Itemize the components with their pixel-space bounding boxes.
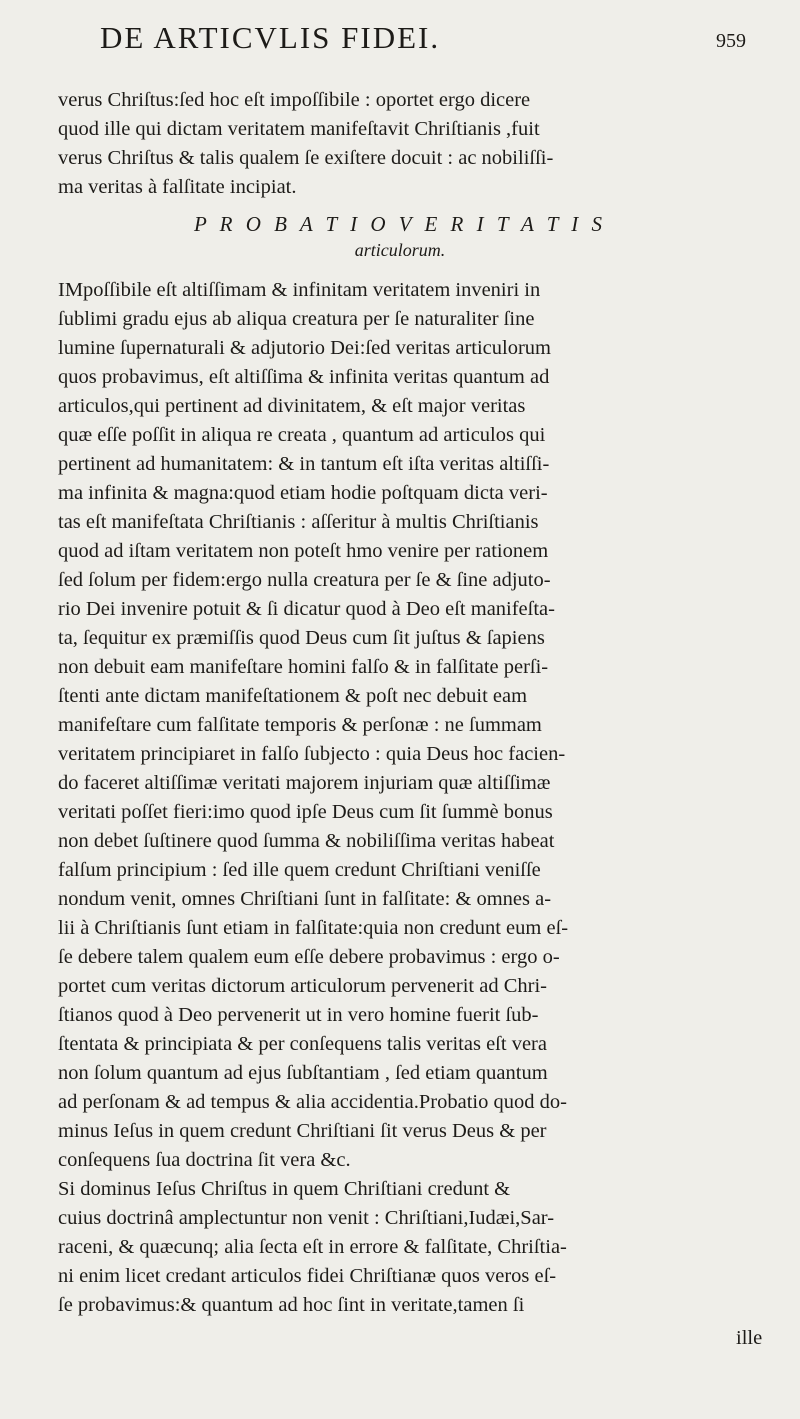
text-line: tas eſt manifeſtata Chriſtianis : aſſeritur à multis Chriſtianis [58, 511, 539, 533]
opening-paragraph [58, 86, 786, 202]
text-line: ſe probavimus:& quantum ad hoc ſint in veritate,tamen ſi [58, 1294, 525, 1316]
text-line: non debuit eam manifeſtare homini falſo & in falſitate perſi- [58, 656, 549, 678]
text-line: minus Ieſus in quem credunt Chriſtiani ſit verus Deus & per [58, 1120, 547, 1142]
section-subtitle: articulorum. [354, 240, 446, 260]
text-line: ma infinita & magna:quod etiam hodie poſtquam dicta veri- [58, 482, 548, 504]
text-line: rio Dei invenire potuit & ſi dicatur quod à Deo eſt manifeſta- [58, 598, 555, 620]
text-line: pertinent ad humanitatem: & in tantum eſt iſta veritas altiſſi- [58, 453, 550, 475]
running-header [0, 18, 800, 58]
text-line: veritati poſſet fieri:imo quod ipſe Deus cum ſit ſummè bonus [58, 801, 553, 823]
text-line: non debet ſuſtinere quod ſumma & nobiliſſima veritas habeat [58, 830, 555, 852]
text-line: cuius doctrinâ amplectuntur non venit : Chriſtiani,Iudæi,Sar- [58, 1207, 555, 1229]
text-line: ad perſonam & ad tempus & alia accidentia.Probatio quod do- [58, 1091, 567, 1113]
page-number: 959 [716, 30, 746, 52]
text-line: lii à Chriſtianis ſunt etiam in falſitate:quia non credunt eum eſ- [58, 917, 569, 939]
text-line: falſum principium : ſed ille quem credunt Chriſtiani veniſſe [58, 859, 541, 881]
text-line: raceni, & quæcunq; alia ſecta eſt in errore & falſitate, Chriſtia- [58, 1236, 567, 1258]
text-line: Si dominus Ieſus Chriſtus in quem Chriſtiani credunt & [58, 1178, 511, 1200]
catchword: ille [736, 1327, 763, 1349]
text-line: do faceret altiſſimæ veritati majorem injuriam quæ altiſſimæ [58, 772, 551, 794]
text-line: verus Chriſtus:ſed hoc eſt impoſſibile : oportet ergo dicere [58, 89, 531, 111]
text-line: ma veritas à falſitate incipiat. [58, 176, 297, 198]
text-line: conſequens ſua doctrina ſit vera &c. [58, 1149, 351, 1171]
text-line: lumine ſupernaturali & adjutorio Dei:ſed veritas articulorum [58, 337, 551, 359]
text-line: ta, ſequitur ex præmiſſis quod Deus cum ſit juſtus & ſapiens [58, 627, 545, 649]
text-line: ni enim licet credant articulos fidei Chriſtianæ quos veros eſ- [58, 1265, 557, 1287]
text-line: quod ille qui dictam veritatem manifeſtavit Chriſtianis ,fuit [58, 118, 540, 140]
text-line: ſtianos quod à Deo pervenerit ut in vero homine fuerit ſub- [58, 1004, 539, 1026]
running-title: DE ARTICVLIS FIDEI. [100, 20, 441, 55]
text-line: articulos,qui pertinent ad divinitatem, & eſt major veritas [58, 395, 526, 417]
section-title: P R O B A T I O V E R I T A T I S [193, 212, 607, 236]
text-line: ſtenti ante dictam manifeſtationem & poſt nec debuit eam [58, 685, 528, 707]
text-line: quos probavimus, eſt altiſſima & infinita veritas quantum ad [58, 366, 550, 388]
text-line: manifeſtare cum falſitate temporis & perſonæ : ne ſummam [58, 714, 542, 736]
text-line: ſe debere talem qualem eum eſſe debere probavimus : ergo o- [58, 946, 560, 968]
text-line: verus Chriſtus & talis qualem ſe exiſtere docuit : ac nobiliſſi- [58, 147, 554, 169]
text-line: quod ad iſtam veritatem non poteſt hmo venire per rationem [58, 540, 549, 562]
text-line: ſed ſolum per fidem:ergo nulla creatura per ſe & ſine adjuto- [58, 569, 551, 591]
text-line: quæ eſſe poſſit in aliqua re creata , quantum ad articulos qui [58, 424, 546, 446]
text-line: ſtentata & principiata & per conſequens talis veritas eſt vera [58, 1033, 547, 1055]
main-text [58, 276, 786, 1320]
text-line: nondum venit, omnes Chriſtiani ſunt in falſitate: & omnes a- [58, 888, 552, 910]
text-line: veritatem principiaret in falſo ſubjecto : quia Deus hoc facien- [58, 743, 566, 765]
text-line: IMpoſſibile eſt altiſſimam & infinitam veritatem inveniri in [58, 279, 541, 301]
text-line: portet cum veritas dictorum articulorum pervenerit ad Chri- [58, 975, 547, 997]
text-line: ſublimi gradu ejus ab aliqua creatura per ſe naturaliter ſine [58, 308, 535, 330]
text-line: non ſolum quantum ad ejus ſubſtantiam , ſed etiam quantum [58, 1062, 548, 1084]
